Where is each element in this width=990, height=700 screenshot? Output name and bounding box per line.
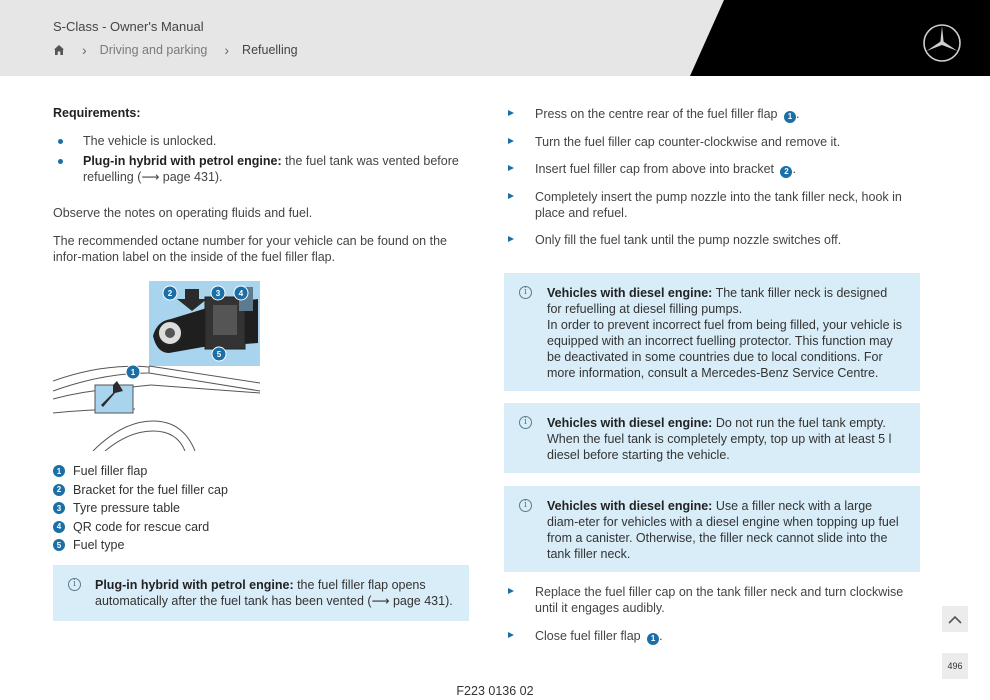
step-item [505,106,923,123]
step-text: Insert fuel filler cap from above into bracket [535,162,778,176]
info-text: In order to prevent incorrect fuel from being filled, your vehicle is equipped with an incorrect fuelling protector. This function may be deactivated in some countries due to local conditions. For more information, consult a Mercedes-Benz Service Centre. [547,318,903,380]
info-bold: Vehicles with diesel engine: [547,286,713,300]
figure-callout: 3 [215,289,221,298]
step-punct: . [792,162,796,176]
breadcrumb [53,42,298,58]
step-item [505,189,923,221]
info-box-diesel-empty [504,403,920,473]
legend-label: Fuel type [73,538,125,553]
info-icon: i [68,578,81,591]
step-text: Close fuel filler flap [535,629,645,643]
info-box-diesel-neck [504,273,920,391]
requirement-bold: Plug-in hybrid with petrol engine: [83,154,282,168]
step-punct: . [795,107,800,121]
callout-number-icon: 3 [53,502,65,514]
manual-title: S-Class - Owner's Manual [53,19,204,34]
callout-number-icon: 2 [780,166,792,178]
breadcrumb-current: Refuelling [242,43,298,57]
info-icon: i [519,416,532,429]
requirement-text[interactable]: the fuel tank was vented before refuelling (⟶ page 431). [83,154,459,184]
callout-number-icon: 1 [784,111,796,123]
info-text[interactable]: the fuel filler flap opens automatically after the fuel tank has been vented (⟶ page 431). [95,578,453,608]
callout-number-icon: 4 [53,521,65,533]
info-bold: Plug-in hybrid with petrol engine: [95,578,294,592]
list-item [53,133,469,149]
step-text: Turn the fuel filler cap counter-clockwise and remove it. [535,135,841,149]
callout-number-icon: 5 [53,539,65,551]
mercedes-star-logo[interactable] [922,23,962,63]
step-text: Only fill the fuel tank until the pump nozzle switches off. [535,233,842,247]
info-box-diesel-canister [504,486,920,572]
procedure-steps [505,584,923,657]
breadcrumb-link-driving[interactable]: Driving and parking [99,43,208,57]
left-column [53,106,469,265]
info-box-hybrid [53,565,469,621]
callout-number-icon: 2 [53,484,65,496]
step-item [505,134,923,150]
info-icon: i [519,286,532,299]
figure-callout: 1 [130,368,136,377]
info-text: Use a filler neck with a large diam-eter for vehicles with a diesel engine when topping up fuel from a canister. Otherwise, the filler neck cannot slide into the tank filler neck. [547,499,899,561]
legend-item [53,462,228,481]
step-text: Press on the centre rear of the fuel filler flap [535,107,781,121]
figure-callout: 4 [238,289,244,298]
callout-number-icon: 1 [647,633,659,645]
step-item [505,161,923,178]
step-item [505,628,923,645]
info-text: The tank filler neck is designed for refuelling at diesel filling pumps. [547,286,888,316]
requirements-list [53,133,469,185]
procedure-steps [505,106,923,259]
legend-item [53,481,228,500]
callout-number-icon: 1 [53,465,65,477]
page-number: 496 [942,653,968,679]
legend-label: QR code for rescue card [73,519,210,534]
info-icon: i [519,499,532,512]
legend-item [53,536,228,555]
requirement-text: The vehicle is unlocked. [83,134,217,148]
step-punct: . [659,629,663,643]
step-text: Replace the fuel filler cap on the tank filler neck and turn clockwise until it engages audibly. [535,585,904,615]
legend-item [53,518,228,537]
chevron-right-icon: › [82,42,87,58]
list-item [53,153,469,185]
info-bold: Vehicles with diesel engine: [547,416,713,430]
info-text: Do not run the fuel tank empty. When the fuel tank is completely empty, top up with at least 5 l diesel before starting the vehicle. [547,416,892,462]
chevron-up-icon [948,615,962,624]
home-icon[interactable] [53,44,65,56]
info-bold: Vehicles with diesel engine: [547,499,713,513]
chevron-right-icon: › [224,42,230,58]
figure-legend [53,462,228,555]
step-item [505,584,923,616]
legend-label: Fuel filler flap [73,464,148,479]
scroll-to-top-button[interactable] [942,606,968,632]
paragraph: The recommended octane number for your vehicle can be found on the infor-mation label on the inside of the fuel filler flap. [53,234,447,264]
figure-callout: 5 [216,350,222,359]
step-item [505,232,923,248]
legend-label: Bracket for the fuel filler cap [73,482,228,497]
legend-label: Tyre pressure table [73,501,180,516]
figure-callout: 2 [167,289,173,298]
legend-item [53,499,228,518]
paragraph: Observe the notes on operating fluids and fuel. [53,206,313,220]
figure-code: F223 0136 02 [456,684,534,698]
fuel-filler-flap-illustration [53,281,261,451]
step-text: Completely insert the pump nozzle into the tank filler neck, hook in place and refuel. [535,190,902,220]
requirements-title: Requirements: [53,106,141,120]
